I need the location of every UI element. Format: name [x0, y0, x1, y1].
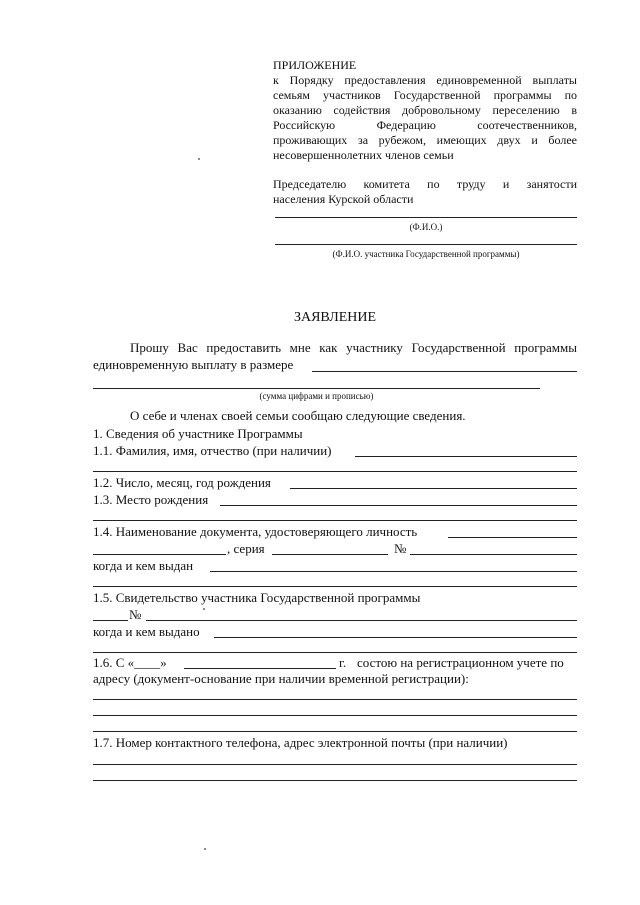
id-document-field-2[interactable] [93, 554, 226, 555]
item-1-3-label: 1.3. Место рождения [93, 492, 209, 507]
certificate-series-field[interactable] [93, 620, 128, 621]
appendix-line: Российскую Федерацию соотечественников, [273, 118, 577, 132]
item-1-7-label: 1.7. Номер контактного телефона, адрес электронной почты (при наличии) [93, 735, 508, 750]
item-1-6-prefix: 1.6. С «____» [93, 655, 167, 670]
contact-field-2[interactable] [93, 780, 577, 781]
issued-by-cert-label: когда и кем выдано [93, 624, 200, 639]
certificate-number-field[interactable] [146, 620, 577, 621]
certificate-issued-by-field-2[interactable] [93, 652, 577, 653]
appendix-line: оказанию содействия добровольному переселению в [273, 103, 577, 117]
appendix-text [273, 73, 577, 163]
id-document-field[interactable] [448, 537, 577, 538]
item-1-4-label: 1.4. Наименование документа, удостоверяющего личность [93, 524, 418, 539]
form-intro: О себе и членах своей семьи сообщаю следующие сведения. [130, 408, 466, 423]
section-1-title: 1. Сведения об участнике Программы [93, 426, 303, 441]
addressee-line-2: населения Курской области [273, 192, 414, 206]
id-number-field[interactable] [410, 554, 577, 555]
participant-caption: (Ф.И.О. участника Государственной программы) [332, 249, 520, 259]
item-1-2-label: 1.2. Число, месяц, год рождения [93, 475, 271, 490]
full-name-field-2[interactable] [93, 471, 577, 472]
item-1-1-label: 1.1. Фамилия, имя, отчество (при наличии) [93, 443, 332, 458]
request-line-1: Прошу Вас предоставить мне как участнику Государственной программы [130, 340, 577, 355]
issued-by-field[interactable] [210, 571, 577, 572]
address-field-1[interactable] [93, 699, 577, 700]
item-1-6-rest: состою на регистрационном учете по [357, 655, 564, 670]
item-1-5-label: 1.5. Свидетельство участника Государственной программы [93, 590, 421, 605]
participant-fio-line[interactable] [275, 244, 577, 245]
certificate-issued-by-field[interactable] [214, 637, 577, 638]
address-field-3[interactable] [93, 731, 577, 732]
amount-field-1[interactable] [312, 371, 577, 372]
appendix-line: несовершеннолетних членов семьи [273, 148, 454, 162]
full-name-field[interactable] [355, 456, 577, 457]
addressee-line-1: Председателю комитета по труду и занятости [273, 177, 577, 191]
document-heading: ЗАЯВЛЕНИЕ [293, 310, 377, 325]
scan-speck [204, 848, 206, 850]
fio-line[interactable] [275, 217, 577, 218]
item-1-6-year: г. [339, 655, 347, 670]
request-line-2: единовременную выплату в размере [93, 357, 294, 372]
amount-caption: (сумма цифрами и прописью) [259, 391, 374, 401]
appendix-line: семьям участников Государственной программы по [273, 88, 577, 102]
fio-caption: (Ф.И.О.) [409, 222, 443, 232]
appendix-title: ПРИЛОЖЕНИЕ [273, 58, 357, 72]
issued-by-field-2[interactable] [93, 586, 577, 587]
contact-field-1[interactable] [93, 764, 577, 765]
issued-by-label: когда и кем выдан [93, 558, 194, 573]
scan-speck [198, 158, 200, 160]
amount-field-2[interactable] [93, 388, 540, 389]
series-field[interactable] [272, 554, 388, 555]
number-sign-label: № [394, 541, 407, 556]
birth-date-field[interactable] [290, 488, 577, 489]
appendix-line: проживающих за рубежом, имеющих двух и более [273, 133, 577, 147]
series-label: , серия [227, 541, 265, 556]
appendix-line: к Порядку предоставления единовременной выплаты [273, 73, 577, 87]
birth-place-field-2[interactable] [93, 520, 577, 521]
birth-place-field[interactable] [220, 505, 577, 506]
scan-speck [203, 608, 205, 610]
item-1-6-line-2: адресу (документ-основание при наличии временной регистрации): [93, 671, 469, 686]
registration-date-field[interactable] [184, 668, 336, 669]
certificate-number-sign: № [129, 607, 142, 622]
address-field-2[interactable] [93, 715, 577, 716]
